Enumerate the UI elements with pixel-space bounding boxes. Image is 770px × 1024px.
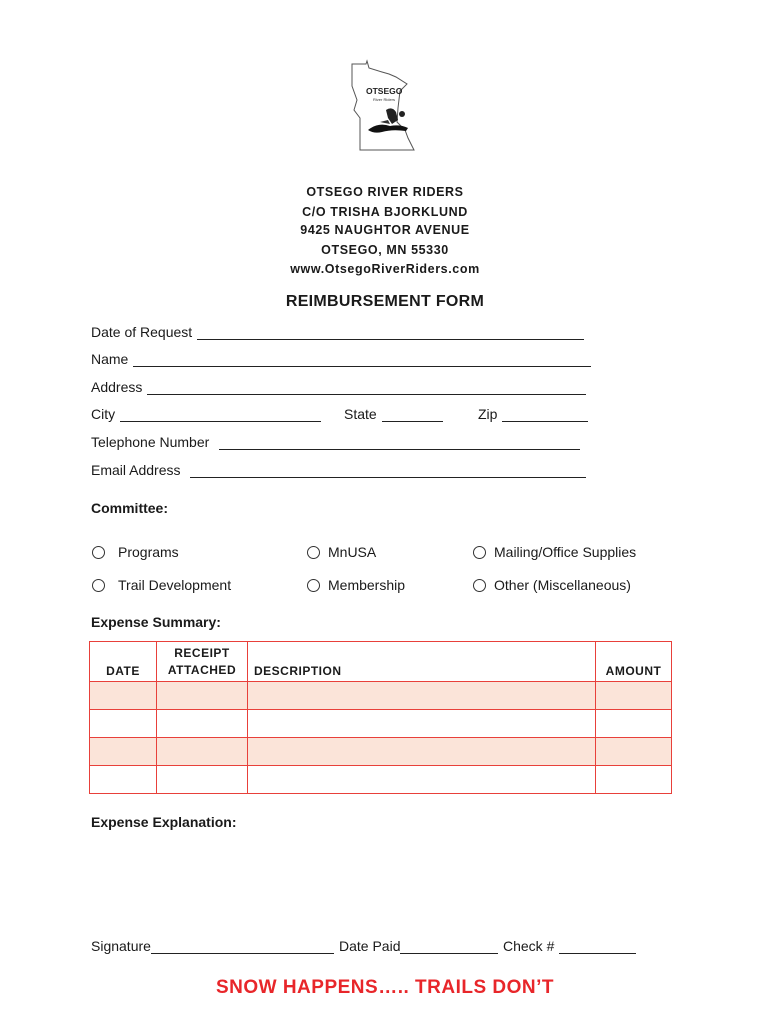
receipt-header-line1: RECEIPT [174,645,230,660]
amount-header: AMOUNT [596,642,672,682]
radio-circle-icon[interactable] [92,546,105,559]
zip-line[interactable] [502,407,588,422]
receipt-attached-header [157,642,248,682]
expense-summary-label: Expense Summary: [91,614,221,630]
email-label: Email Address [91,462,181,478]
date-cell[interactable] [90,766,157,794]
option-label: MnUSA [328,544,377,560]
logo-title: OTSEGO [366,86,403,96]
amount-cell[interactable] [596,766,672,794]
check-number-line[interactable] [559,939,636,954]
amount-cell[interactable] [596,682,672,710]
email-line[interactable] [190,463,586,478]
name-line[interactable] [133,352,591,367]
date-cell[interactable] [90,738,157,766]
address-label: Address [91,379,143,395]
organization-logo [342,58,420,154]
telephone-field[interactable] [91,434,580,450]
signature-line[interactable] [151,939,334,954]
org-name: OTSEGO RIVER RIDERS [306,185,464,199]
expense-explanation-label: Expense Explanation: [91,814,237,830]
date-paid-field[interactable] [339,938,498,954]
radio-circle-icon[interactable] [473,579,486,592]
option-label: Other (Miscellaneous) [494,577,631,593]
committee-option-trail-development[interactable] [92,577,231,593]
org-care-of: C/O TRISHA BJORKLUND [302,205,468,219]
date-cell[interactable] [90,682,157,710]
option-label: Trail Development [118,577,232,593]
radio-circle-icon[interactable] [307,579,320,592]
committee-label: Committee: [91,500,169,516]
receipt-cell[interactable] [157,710,248,738]
committee-option-membership[interactable] [307,577,405,593]
state-label: State [344,406,377,422]
signature-field[interactable] [91,938,334,954]
receipt-cell[interactable] [157,738,248,766]
signature-label: Signature [91,938,151,954]
date-of-request-field[interactable] [91,324,584,340]
zip-field[interactable] [478,406,588,422]
city-label: City [91,406,116,422]
org-street: 9425 NAUGHTOR AVENUE [300,223,470,237]
description-cell[interactable] [248,710,596,738]
date-paid-label: Date Paid [339,938,401,954]
logo-subtitle: River Riders [373,97,396,102]
table-row[interactable] [90,682,672,710]
org-city: OTSEGO, MN 55330 [321,243,449,257]
table-row[interactable] [90,766,672,794]
radio-circle-icon[interactable] [92,579,105,592]
date-header: DATE [90,642,157,682]
state-field[interactable] [344,406,443,422]
option-label: Membership [328,577,406,593]
table-row[interactable] [90,738,672,766]
description-cell[interactable] [248,766,596,794]
state-line[interactable] [382,407,443,422]
check-number-field[interactable] [503,938,636,954]
radio-circle-icon[interactable] [307,546,320,559]
email-field[interactable] [91,462,586,478]
minnesota-map-icon [342,58,420,154]
date-of-request-line[interactable] [197,325,584,340]
address-line[interactable] [147,380,586,395]
telephone-line[interactable] [219,435,580,450]
form-title: REIMBURSEMENT FORM [285,293,485,310]
radio-circle-icon[interactable] [473,546,486,559]
name-label: Name [91,351,129,367]
address-field[interactable] [91,379,586,395]
telephone-label: Telephone Number [91,434,210,450]
table-header-row [90,642,672,682]
committee-option-mailing-office-supplies[interactable] [473,544,636,560]
tagline: SNOW HAPPENS….. TRAILS DON’T [215,977,555,998]
committee-option-programs[interactable] [92,544,179,560]
option-label: Programs [118,544,179,560]
zip-label: Zip [478,406,498,422]
receipt-cell[interactable] [157,766,248,794]
amount-cell[interactable] [596,710,672,738]
date-cell[interactable] [90,710,157,738]
check-number-label: Check # [503,938,555,954]
description-cell[interactable] [248,738,596,766]
committee-option-mnusa[interactable] [307,544,376,560]
city-line[interactable] [120,407,321,422]
committee-option-other[interactable] [473,577,631,593]
description-header: DESCRIPTION [248,642,596,682]
date-paid-line[interactable] [400,939,498,954]
receipt-header-line2: ATTACHED [167,662,237,677]
city-field[interactable] [91,406,321,422]
org-website: www.OtsegoRiverRiders.com [290,262,480,276]
receipt-cell[interactable] [157,682,248,710]
amount-cell[interactable] [596,738,672,766]
name-field[interactable] [91,351,591,367]
option-label: Mailing/Office Supplies [494,544,637,560]
description-cell[interactable] [248,682,596,710]
expense-summary-table [89,641,672,794]
table-row[interactable] [90,710,672,738]
expense-explanation-area[interactable] [91,836,671,928]
date-of-request-label: Date of Request [91,324,193,340]
